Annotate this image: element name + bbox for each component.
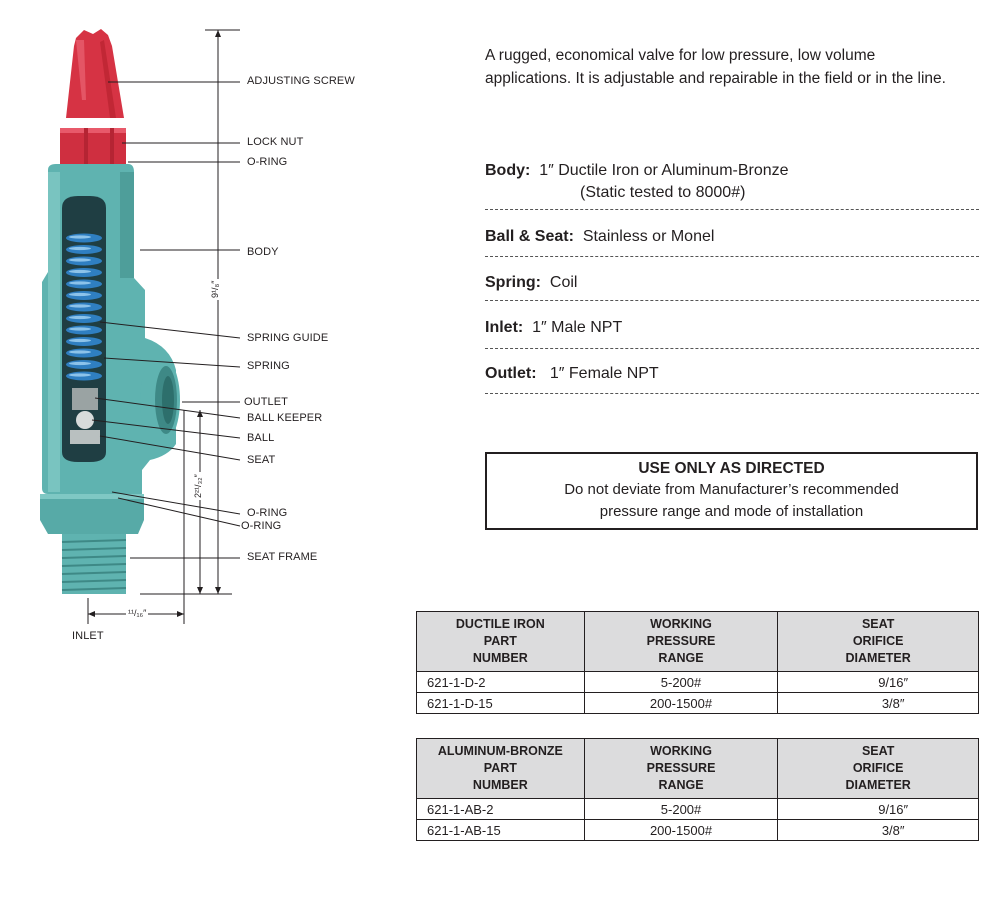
spec-spring-label: Spring: — [485, 274, 541, 291]
callout-spring-guide: SPRING GUIDE — [247, 332, 329, 344]
pressure-cell: 200-1500# — [584, 693, 778, 714]
callout-ball-keeper: BALL KEEPER — [247, 412, 323, 424]
notice-title: USE ONLY AS DIRECTED — [638, 460, 825, 477]
callout-inlet: INLET — [72, 630, 104, 642]
callout-outlet: OUTLET — [244, 396, 288, 408]
table-row — [417, 693, 979, 714]
notice-line-1: Do not deviate from Manufacturer’s recommended — [564, 481, 899, 498]
pressure-cell: 5-200# — [584, 672, 778, 693]
lock-nut-illustration — [60, 128, 126, 164]
intro-text: A rugged, economical valve for low pressure, low volume applications. It is adjustable and repairable in the field or in the line. — [485, 47, 946, 87]
callout-seat-frame: SEAT FRAME — [247, 551, 318, 563]
table-row — [417, 820, 979, 841]
table-header-row — [417, 739, 979, 799]
divider — [485, 256, 979, 257]
spec-inlet-label: Inlet: — [485, 319, 524, 336]
spec-body-note: (Static tested to 8000#) — [580, 184, 746, 201]
ductile-iron-table — [416, 611, 979, 714]
dimension-outlet-height: 2²¹/₃₂″ — [193, 474, 203, 498]
spring-coil-highlight — [69, 270, 91, 273]
callout-body: BODY — [247, 246, 279, 258]
spec-spring-value: Coil — [549, 274, 578, 291]
callout-seat: SEAT — [247, 454, 276, 466]
callout-spring: SPRING — [247, 360, 290, 372]
spring-coil-highlight — [69, 304, 91, 307]
spec-ball-seat-value: Stainless or Monel — [582, 228, 715, 245]
divider — [485, 393, 979, 394]
spring-coil-highlight — [69, 327, 91, 330]
table-row — [417, 799, 979, 820]
callout-o-ring-1: O-RING — [247, 507, 288, 519]
table-header-row — [417, 612, 979, 672]
header-seat-orifice: SEAT ORIFICE DIAMETER — [778, 739, 979, 799]
part-number-cell: 621-1-AB-2 — [417, 799, 585, 820]
spec-outlet — [485, 363, 979, 385]
diameter-cell: 9/16″ — [778, 672, 979, 693]
spec-outlet-value: 1″ Female NPT — [549, 365, 659, 382]
pressure-cell: 200-1500# — [584, 820, 778, 841]
part-number-cell: 621-1-D-2 — [417, 672, 585, 693]
spec-ball-seat-label: Ball & Seat: — [485, 228, 574, 245]
spring-coil-highlight — [69, 316, 91, 319]
diameter-cell: 3/8″ — [778, 820, 979, 841]
part-number-cell: 621-1-D-15 — [417, 693, 585, 714]
spring-coil-highlight — [69, 373, 91, 376]
spec-outlet-label: Outlet: — [485, 365, 537, 382]
adjusting-screw-illustration — [66, 29, 124, 118]
aluminum-bronze-table — [416, 738, 979, 841]
header-working-pressure: WORKING PRESSURE RANGE — [584, 612, 778, 672]
spec-ball-seat — [485, 226, 979, 248]
spring-coil-highlight — [69, 293, 91, 296]
spec-body-value: 1″ Ductile Iron or Aluminum-Bronze — [539, 162, 789, 179]
spring-coil-highlight — [69, 350, 91, 353]
diameter-cell: 3/8″ — [778, 693, 979, 714]
header-part-number: DUCTILE IRON PART NUMBER — [417, 612, 585, 672]
spring-coil-highlight — [69, 339, 91, 342]
divider — [485, 300, 979, 301]
callout-lock-nut: LOCK NUT — [247, 136, 304, 148]
notice-line-2: pressure range and mode of installation — [599, 503, 864, 520]
callout-o-ring-2: O-RING — [241, 520, 282, 532]
header-seat-orifice: SEAT ORIFICE DIAMETER — [778, 612, 979, 672]
spec-body — [485, 160, 979, 204]
dimension-overall-height: 9¹/₈″ — [210, 280, 220, 298]
spec-inlet-value: 1″ Male NPT — [532, 319, 623, 336]
part-number-cell: 621-1-AB-15 — [417, 820, 585, 841]
usage-notice-box — [485, 452, 978, 530]
spring-coil-highlight — [69, 247, 91, 250]
spec-body-label: Body: — [485, 162, 531, 179]
seat-frame-illustration — [40, 494, 144, 594]
callout-adjusting-screw: ADJUSTING SCREW — [247, 75, 355, 87]
header-part-number: ALUMINUM-BRONZE PART NUMBER — [417, 739, 585, 799]
spring-coil-highlight — [69, 281, 91, 284]
spec-inlet — [485, 317, 979, 339]
spec-spring — [485, 272, 979, 294]
pressure-cell: 5-200# — [584, 799, 778, 820]
table-row — [417, 672, 979, 693]
spring-coil-highlight — [69, 235, 91, 238]
spring-coil-highlight — [69, 362, 91, 365]
divider — [485, 348, 979, 349]
spring-coil-highlight — [69, 258, 91, 261]
divider — [485, 209, 979, 210]
callout-o-ring-top: O-RING — [247, 156, 288, 168]
callout-ball: BALL — [247, 432, 275, 444]
dimension-inlet-width: ¹¹/₁₆″ — [128, 608, 147, 618]
diameter-cell: 9/16″ — [778, 799, 979, 820]
header-working-pressure: WORKING PRESSURE RANGE — [584, 739, 778, 799]
valve-diagram — [0, 0, 470, 660]
